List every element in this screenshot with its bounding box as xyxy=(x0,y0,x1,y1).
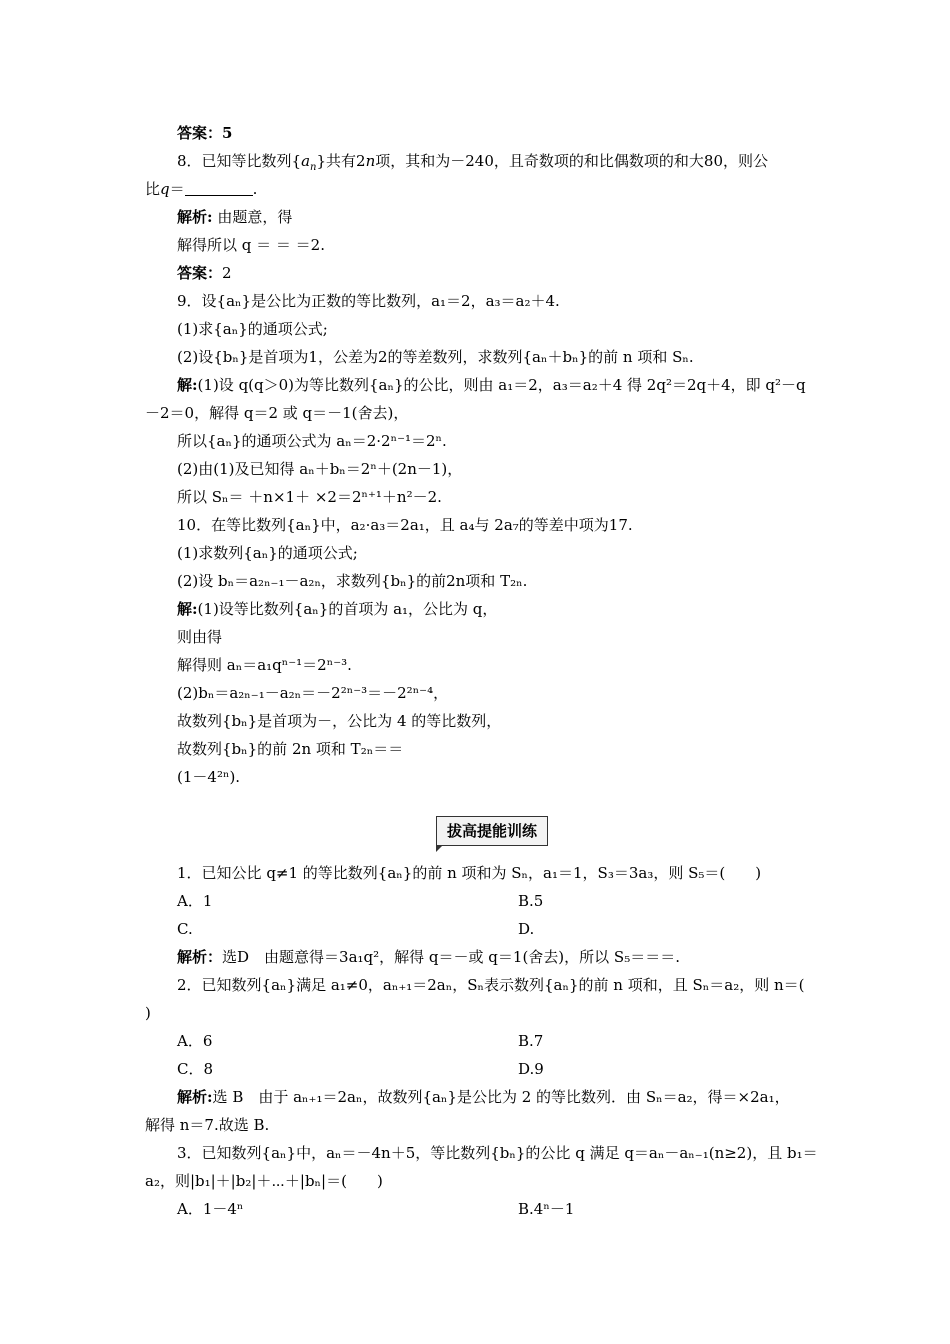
e2-option-c: C．8 xyxy=(177,1060,214,1078)
q9-solution-5: 所以 Sₙ＝ ＋n×1＋ ×2＝2ⁿ⁺¹＋n²－2. xyxy=(177,488,442,506)
q9-solution-4: (2)由(1)及已知得 aₙ＋bₙ＝2ⁿ＋(2n－1)， xyxy=(177,460,463,478)
e3-stem-cont: a₂，则|b₁|＋|b₂|＋⋯＋|bₙ|＝( ) xyxy=(145,1172,383,1190)
q9-solution-1: 解:(1)设 q(q＞0)为等比数列{aₙ}的公比，则由 a₁＝2，a₃＝a₂＋4 得 2q²＝2q＋4，即 q²－q xyxy=(177,376,806,394)
q9-solution-2: －2＝0，解得 q＝2 或 q＝－1(舍去)， xyxy=(145,404,409,422)
q10-solution-4: (2)bₙ＝a₂ₙ₋₁－a₂ₙ＝－2²ⁿ⁻³＝－2²ⁿ⁻⁴， xyxy=(177,684,449,702)
e2-option-a: A．6 xyxy=(177,1032,213,1050)
e2-option-d: D.9 xyxy=(518,1060,544,1078)
e1-option-d: D. xyxy=(518,920,535,938)
e1-option-a: A．1 xyxy=(177,892,213,910)
q10-solution-3: 解得则 aₙ＝a₁qⁿ⁻¹＝2ⁿ⁻³. xyxy=(177,656,352,674)
answer-blank xyxy=(185,181,253,196)
e2-solution-cont: 解得 n＝7.故选 B. xyxy=(145,1116,270,1134)
q8-stem: 8．已知等比数列$\{a_n\}$共有2n项，其和为－240，且奇数项的和比偶数项的和大80，则公 xyxy=(177,152,768,173)
q10-solution-6: 故数列{bₙ}的前 2n 项和 T₂ₙ＝＝ xyxy=(177,740,404,758)
e2-solution: 解析:选 B 由于 aₙ₊₁＝2aₙ，故数列{aₙ}是公比为 2 的等比数列．由 Sₙ＝a₂，得＝×2a₁， xyxy=(177,1088,790,1106)
q10-solution-7: (1－4²ⁿ). xyxy=(177,768,241,786)
q8-answer: 答案：2 xyxy=(177,264,232,282)
q10-solution-5: 故数列{bₙ}是首项为－，公比为 4 的等比数列， xyxy=(177,712,502,730)
section-banner: 拔高提能训练 xyxy=(436,816,548,846)
q8-solution-2: 解得所以 q ＝ ＝ ＝2. xyxy=(177,236,325,254)
e1-option-c: C. xyxy=(177,920,193,938)
e2-stem: 2．已知数列{aₙ}满足 a₁≠0，aₙ₊₁＝2aₙ，Sₙ表示数列{aₙ}的前 n 项和，且 Sₙ＝a₂，则 n＝( xyxy=(177,976,805,994)
q9-stem: 9．设{aₙ}是公比为正数的等比数列，a₁＝2，a₃＝a₂＋4. xyxy=(177,292,560,310)
q10-part1: (1)求数列{aₙ}的通项公式; xyxy=(177,544,358,562)
e1-option-b: B.5 xyxy=(518,892,544,910)
banner-tail-decoration xyxy=(436,845,443,852)
e3-option-a: A．1－4ⁿ xyxy=(177,1200,244,1218)
e1-stem: 1．已知公比 q≠1 的等比数列{aₙ}的前 n 项和为 Sₙ，a₁＝1，S₃＝3a₃，则 S₅＝( ) xyxy=(177,864,762,882)
q9-part2: (2)设{bₙ}是首项为1，公差为2的等差数列，求数列{aₙ＋bₙ}的前 n 项和 Sₙ. xyxy=(177,348,694,366)
q7-answer: 答案：5 xyxy=(177,124,233,142)
e2-stem-cont: ) xyxy=(145,1004,151,1022)
q10-solution-2: 则由得 xyxy=(177,628,223,646)
e3-stem: 3．已知数列{aₙ}中，aₙ＝－4n＋5，等比数列{bₙ}的公比 q 满足 q＝aₙ－aₙ₋₁(n≥2)，且 b₁＝ xyxy=(177,1144,818,1162)
q8-stem-cont: 比q＝ . xyxy=(145,180,258,198)
q9-part1: (1)求{aₙ}的通项公式; xyxy=(177,320,328,338)
q10-solution-1: 解:(1)设等比数列{aₙ}的首项为 a₁，公比为 q， xyxy=(177,600,498,618)
q8-solution-1: 解析: 由题意，得 xyxy=(177,208,293,226)
e2-option-b: B.7 xyxy=(518,1032,544,1050)
q10-stem: 10．在等比数列{aₙ}中，a₂·a₃＝2a₁，且 a₄与 2a₇的等差中项为17. xyxy=(177,516,633,534)
q10-part2: (2)设 bₙ＝a₂ₙ₋₁－a₂ₙ，求数列{bₙ}的前2n项和 T₂ₙ. xyxy=(177,572,528,590)
q9-solution-3: 所以{aₙ}的通项公式为 aₙ＝2·2ⁿ⁻¹＝2ⁿ. xyxy=(177,432,447,450)
e1-solution: 解析：选D 由题意得＝3a₁q²，解得 q＝－或 q＝1(舍去)，所以 S₅＝＝＝. xyxy=(177,948,680,966)
e3-option-b: B.4ⁿ－1 xyxy=(518,1200,575,1218)
